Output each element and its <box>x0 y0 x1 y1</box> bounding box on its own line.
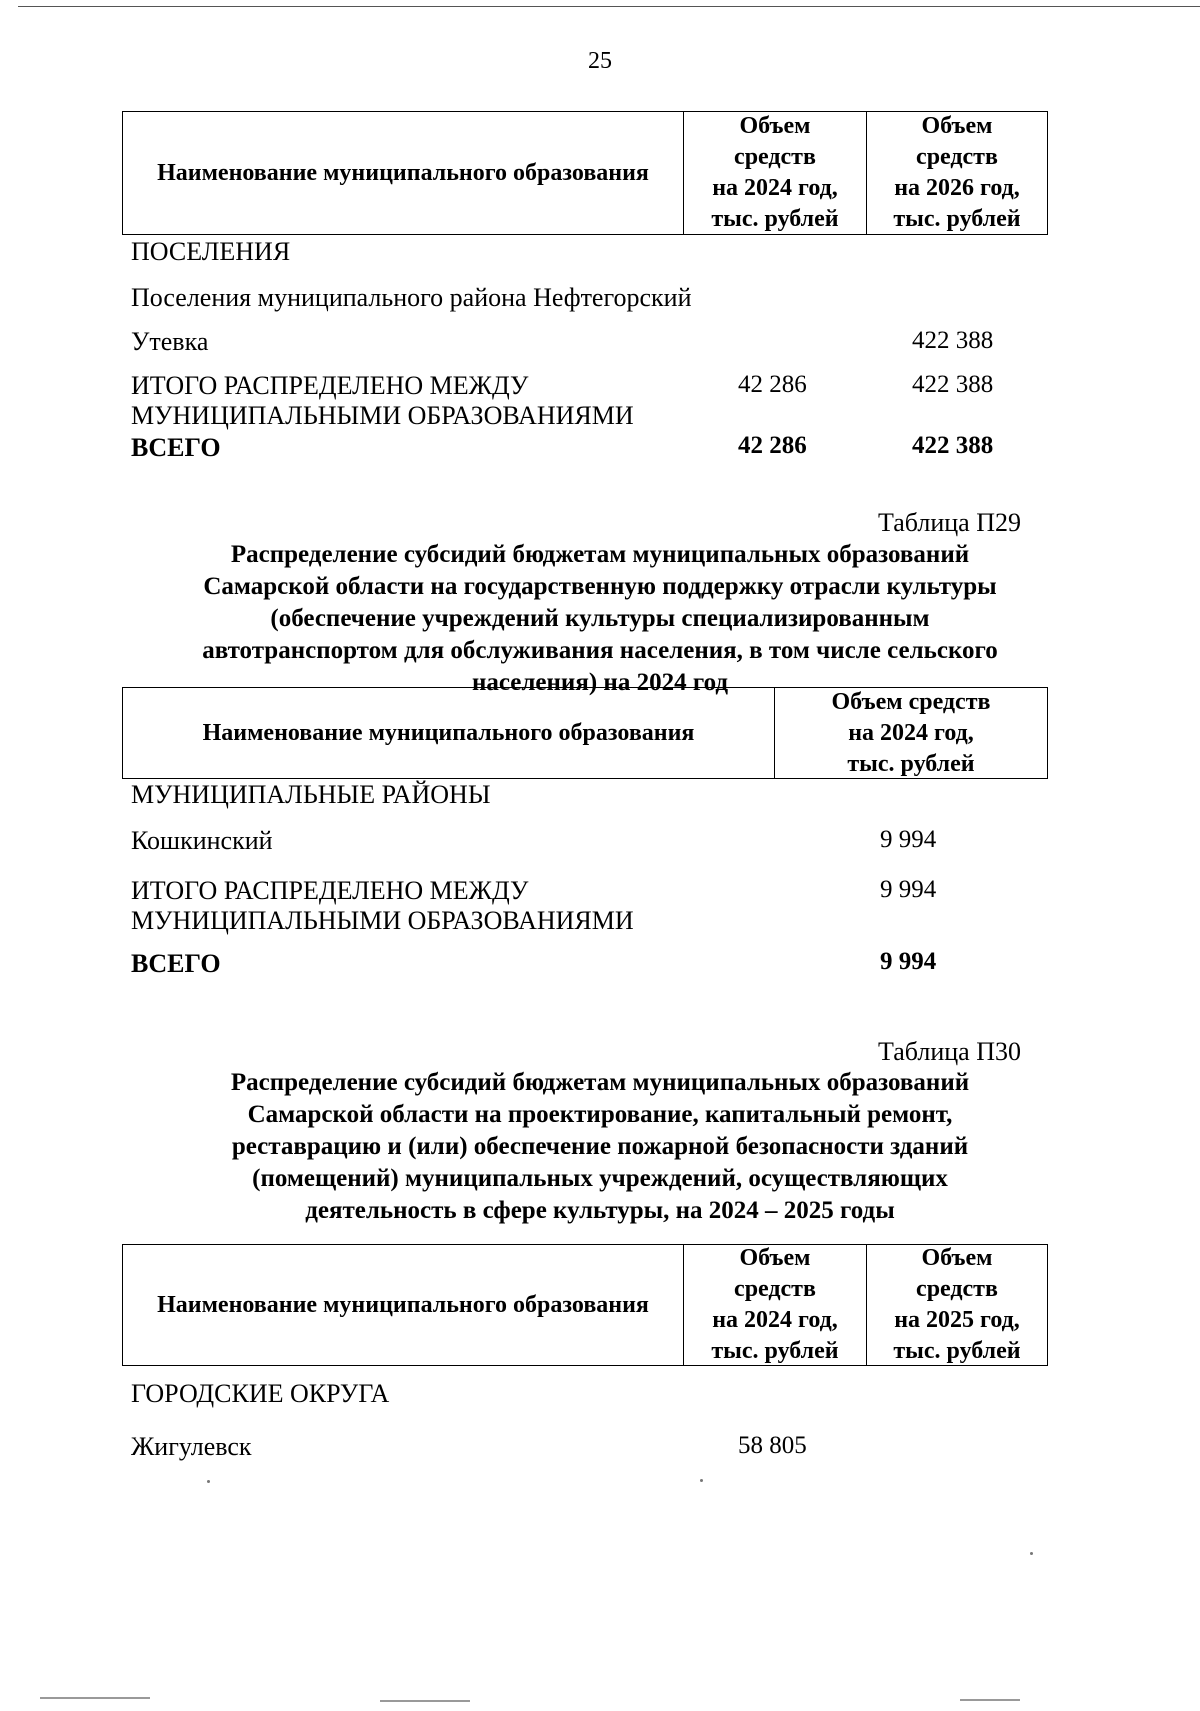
row-value-2026: 422 388 <box>912 327 994 354</box>
row-value-2024: 58 805 <box>738 1432 807 1459</box>
scan-artifact-line <box>380 1700 470 1702</box>
header-2024-cell: Объем средств на 2024 год, тыс. рублей <box>774 688 1047 778</box>
total-value-2026: 422 388 <box>912 371 994 398</box>
total-label-line1: ИТОГО РАСПРЕДЕЛЕНО МЕЖДУ <box>131 371 529 400</box>
section-label: МУНИЦИПАЛЬНЫЕ РАЙОНЫ <box>131 780 491 809</box>
grand-total-label: ВСЕГО <box>131 949 221 978</box>
top-border-line <box>18 6 1200 7</box>
grand-total-2024: 42 286 <box>738 432 807 459</box>
grand-total-2026: 422 388 <box>912 432 994 459</box>
table-p29-number: Таблица П29 <box>878 508 1021 537</box>
header-2024-cell: Объем средств на 2024 год, тыс. рублей <box>683 1245 866 1365</box>
header-2026-cell: Объем средств на 2026 год, тыс. рублей <box>866 112 1047 234</box>
row-name: Утевка <box>131 327 209 356</box>
total-label-line2: МУНИЦИПАЛЬНЫМИ ОБРАЗОВАНИЯМИ <box>131 906 634 935</box>
scan-speck <box>1030 1552 1033 1555</box>
total-label-line1: ИТОГО РАСПРЕДЕЛЕНО МЕЖДУ <box>131 876 529 905</box>
scan-speck <box>207 1480 210 1483</box>
subsection-label: Поселения муниципального района Нефтегорский <box>131 283 692 312</box>
table-p29-header <box>122 687 1048 779</box>
header-name-cell: Наименование муниципального образования <box>157 159 649 186</box>
header-2025-cell: Объем средств на 2025 год, тыс. рублей <box>866 1245 1047 1365</box>
total-value-2024: 9 994 <box>880 876 937 903</box>
page-number: 25 <box>588 48 612 74</box>
grand-total-2024: 9 994 <box>880 948 937 975</box>
total-value-2024: 42 286 <box>738 371 807 398</box>
header-2024-cell: Объем средств на 2024 год, тыс. рублей <box>683 112 866 234</box>
scan-artifact-line <box>960 1699 1020 1701</box>
scan-speck <box>700 1479 703 1482</box>
row-name: Кошкинский <box>131 826 273 855</box>
row-value-2024: 9 994 <box>880 826 937 853</box>
scan-artifact-line <box>40 1697 150 1699</box>
section-label: ПОСЕЛЕНИЯ <box>131 237 291 266</box>
section-label: ГОРОДСКИЕ ОКРУГА <box>131 1379 390 1408</box>
table-p30-number: Таблица П30 <box>878 1037 1021 1066</box>
table-p30-header <box>122 1244 1048 1366</box>
table-p30-title: Распределение субсидий бюджетам муниципальных образований Самарской области на проектирование, капитальный ремонт, реставрацию и (или) обеспечение пожарной безопасности зданий (помещений) муниципальных учреждений, осуществляющих деятельность в сфере культуры, на 2024 – 2025 годы <box>230 1069 970 1224</box>
total-label-line2: МУНИЦИПАЛЬНЫМИ ОБРАЗОВАНИЯМИ <box>131 401 634 430</box>
row-name: Жигулевск <box>131 1432 252 1461</box>
header-name-cell: Наименование муниципального образования <box>202 719 695 746</box>
table-p29-title: Распределение субсидий бюджетам муниципальных образований Самарской области на государственную поддержку отрасли культуры (обеспечение учреждений культуры специализированным автотранспортом для обслуживания населения, в том числе сельского населения) на 2024 год <box>202 541 998 696</box>
table-p28-header <box>122 111 1048 235</box>
header-name-cell: Наименование муниципального образования <box>157 1291 649 1318</box>
grand-total-label: ВСЕГО <box>131 433 221 462</box>
